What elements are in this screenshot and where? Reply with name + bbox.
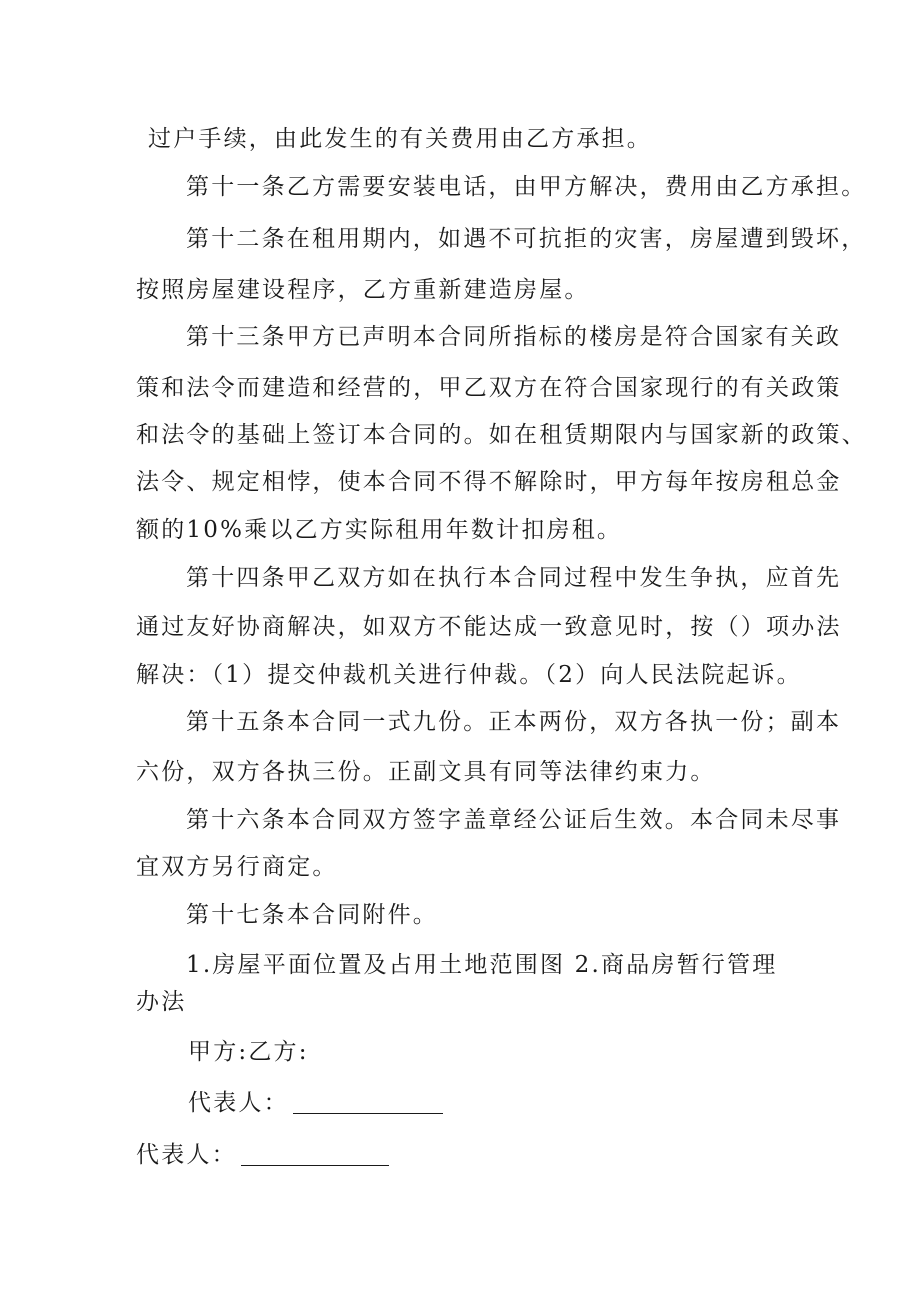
article-12: 第十二条在租用期内，如遇不可抗拒的灾害，房屋遭到毁坏， xyxy=(186,226,867,252)
text-line: 通过友好协商解决，如双方不能达成一致意见时，按（）项办法 xyxy=(136,614,842,640)
article-15: 第十五条本合同一式九份。正本两份，双方各执一份；副本 xyxy=(186,709,842,735)
text-line: 和法令的基础上签订本合同的。如在租赁期限内与国家新的政策、 xyxy=(136,422,867,448)
representative-label: 代表人： xyxy=(136,1142,237,1168)
representative-line-2 xyxy=(136,1140,389,1170)
article-13: 第十三条甲方已声明本合同所指标的楼房是符合国家有关政 xyxy=(186,324,842,350)
attachment-list: 1.房屋平面位置及占用土地范围图 2.商品房暂行管理 xyxy=(186,952,778,978)
text-line: 法令、规定相悖，使本合同不得不解除时，甲方每年按房租总金 xyxy=(136,469,842,495)
text-line: 额的10%乘以乙方实际租用年数计扣房租。 xyxy=(136,517,623,543)
article-14: 第十四条甲乙双方如在执行本合同过程中发生争执，应首先 xyxy=(186,565,842,591)
text-line: 策和法令而建造和经营的，甲乙双方在符合国家现行的有关政策 xyxy=(136,375,842,401)
text-line: 办法 xyxy=(136,989,187,1015)
parties-line: 甲方:乙方: xyxy=(188,1039,309,1065)
signature-underline xyxy=(241,1145,389,1166)
text-line: 按照房屋建设程序，乙方重新建造房屋。 xyxy=(136,277,590,303)
text-line: 解决：（1）提交仲裁机关进行仲裁。（2）向人民法院起诉。 xyxy=(136,662,802,688)
article-16: 第十六条本合同双方签字盖章经公证后生效。本合同未尽事 xyxy=(186,807,842,833)
signature-underline xyxy=(293,1093,443,1114)
article-17: 第十七条本合同附件。 xyxy=(186,902,438,928)
text-line: 六份，双方各执三份。正副文具有同等法律约束力。 xyxy=(136,759,716,785)
representative-line-1 xyxy=(188,1088,443,1118)
text-line: 过户手续，由此发生的有关费用由乙方承担。 xyxy=(148,126,652,152)
representative-label: 代表人： xyxy=(188,1090,289,1116)
article-11: 第十一条乙方需要安装电话，由甲方解决，费用由乙方承担。 xyxy=(186,174,867,200)
text-line: 宜双方另行商定。 xyxy=(136,854,338,880)
